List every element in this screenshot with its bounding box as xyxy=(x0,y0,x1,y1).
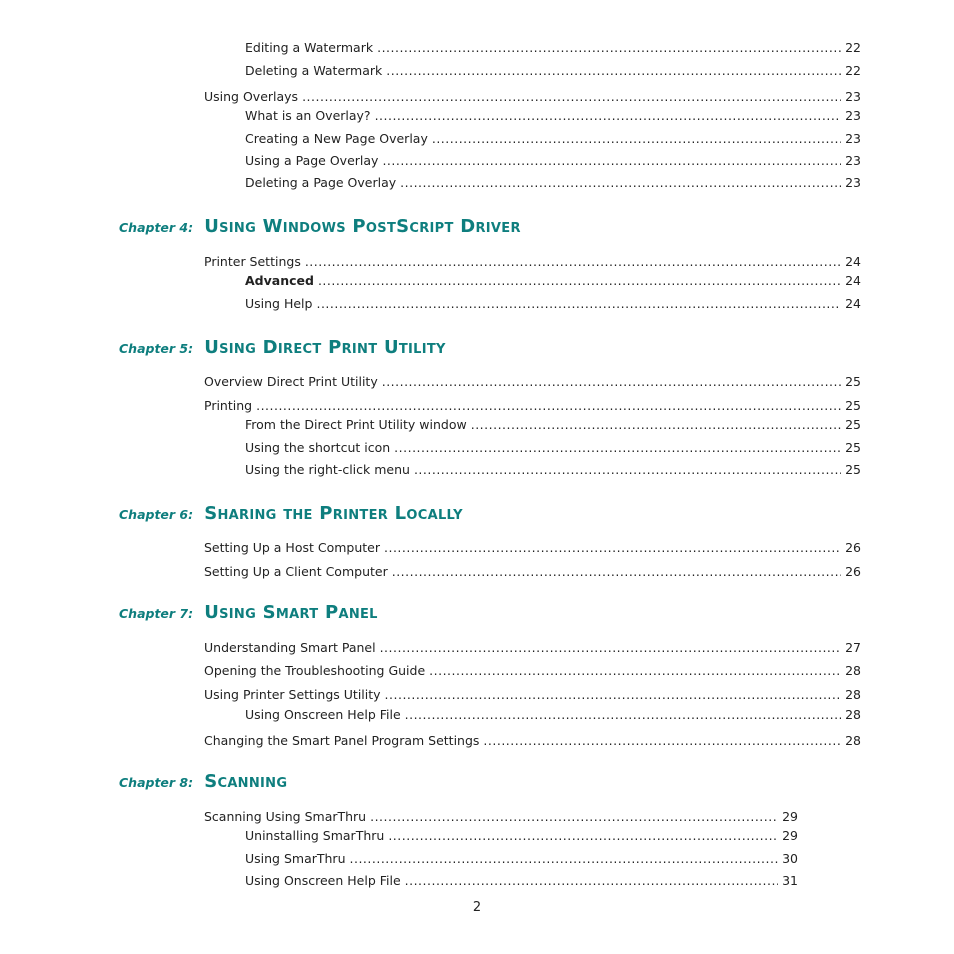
toc-entry-title: Advanced xyxy=(245,273,314,288)
chapter-label: Chapter 7: xyxy=(119,606,194,621)
chapter-title: Scanning xyxy=(204,771,288,792)
chapter-heading-6[interactable] xyxy=(119,502,463,526)
chapter-label: Chapter 8: xyxy=(119,775,194,790)
toc-entry-page: 28 xyxy=(845,733,861,748)
toc-entry-page: 25 xyxy=(845,398,861,413)
toc-entry-page: 28 xyxy=(845,663,861,678)
dot-leader xyxy=(400,174,841,192)
toc-entry-title: Deleting a Watermark xyxy=(245,63,383,78)
toc-entry-page: 30 xyxy=(782,851,798,866)
toc-entry-scanning-smarthru[interactable] xyxy=(204,808,798,826)
toc-entry-title: Uninstalling SmarThru xyxy=(245,828,385,843)
toc-entry-page: 23 xyxy=(845,131,861,146)
toc-entry-title: Using Onscreen Help File xyxy=(245,707,401,722)
toc-entry-title: Editing a Watermark xyxy=(245,40,374,55)
toc-entry-using-shortcut-icon[interactable] xyxy=(245,439,861,457)
toc-entry-page: 22 xyxy=(845,63,861,78)
toc-entry-title: Printer Settings xyxy=(204,254,301,269)
chapter-label: Chapter 4: xyxy=(119,220,194,235)
dot-leader xyxy=(385,686,842,704)
dot-leader xyxy=(405,872,778,890)
toc-entry-page: 23 xyxy=(845,108,861,123)
dot-leader xyxy=(375,107,842,125)
toc-entry-title: Using a Page Overlay xyxy=(245,153,379,168)
toc-entry-using-help[interactable] xyxy=(245,295,861,313)
toc-entry-page: 29 xyxy=(782,809,798,824)
toc-entry-setting-up-client[interactable] xyxy=(204,563,861,581)
dot-leader xyxy=(394,439,841,457)
toc-entry-understanding-smart-panel[interactable] xyxy=(204,639,861,657)
chapter-heading-4[interactable] xyxy=(119,215,521,239)
toc-entry-onscreen-help-file-scan[interactable] xyxy=(245,872,798,890)
toc-entry-page: 31 xyxy=(782,873,798,888)
toc-entry-title: Creating a New Page Overlay xyxy=(245,131,428,146)
dot-leader xyxy=(471,416,841,434)
toc-entry-page: 25 xyxy=(845,374,861,389)
toc-entry-using-right-click-menu[interactable] xyxy=(245,461,861,479)
toc-entry-opening-troubleshooting[interactable] xyxy=(204,662,861,680)
toc-entry-printer-settings[interactable] xyxy=(204,253,861,271)
toc-entry-page: 25 xyxy=(845,440,861,455)
toc-entry-page: 27 xyxy=(845,640,861,655)
dot-leader xyxy=(256,397,841,415)
toc-entry-title: Using Onscreen Help File xyxy=(245,873,401,888)
toc-entry-deleting-page-overlay[interactable] xyxy=(245,174,861,192)
toc-entry-creating-page-overlay[interactable] xyxy=(245,130,861,148)
toc-entry-uninstalling-smarthru[interactable] xyxy=(245,827,798,845)
toc-entry-page: 26 xyxy=(845,540,861,555)
toc-entry-title: Scanning Using SmarThru xyxy=(204,809,367,824)
toc-entry-title: What is an Overlay? xyxy=(245,108,371,123)
toc-entry-title: From the Direct Print Utility window xyxy=(245,417,467,432)
toc-entry-editing-watermark[interactable] xyxy=(245,39,861,57)
dot-leader xyxy=(382,152,841,170)
toc-entry-title: Using SmarThru xyxy=(245,851,346,866)
dot-leader xyxy=(305,253,841,271)
dot-leader xyxy=(483,732,841,750)
dot-leader xyxy=(302,88,841,106)
toc-entry-title: Using Help xyxy=(245,296,313,311)
chapter-heading-5[interactable] xyxy=(119,336,446,360)
chapter-label: Chapter 6: xyxy=(119,507,194,522)
chapter-heading-7[interactable] xyxy=(119,601,378,625)
toc-entry-title: Printing xyxy=(204,398,253,413)
toc-entry-advanced[interactable] xyxy=(245,272,861,290)
toc-entry-onscreen-help-file[interactable] xyxy=(245,706,861,724)
toc-entry-title: Understanding Smart Panel xyxy=(204,640,376,655)
toc-entry-title: Opening the Troubleshooting Guide xyxy=(204,663,426,678)
chapter-title: Using Smart Panel xyxy=(204,602,378,623)
dot-leader xyxy=(405,706,841,724)
toc-entry-title: Deleting a Page Overlay xyxy=(245,175,397,190)
toc-entry-page: 28 xyxy=(845,687,861,702)
chapter-label: Chapter 5: xyxy=(119,341,194,356)
page-number: 2 xyxy=(472,900,482,915)
toc-entry-title: Using the shortcut icon xyxy=(245,440,391,455)
toc-entry-title: Using the right-click menu xyxy=(245,462,410,477)
toc-entry-page: 23 xyxy=(845,175,861,190)
toc-entry-page: 25 xyxy=(845,462,861,477)
toc-entry-changing-smart-panel-settings[interactable] xyxy=(204,732,861,750)
dot-leader xyxy=(386,62,841,80)
toc-entry-setting-up-host[interactable] xyxy=(204,539,861,557)
dot-leader xyxy=(382,373,841,391)
toc-entry-what-is-overlay[interactable] xyxy=(245,107,861,125)
toc-entry-title: Setting Up a Host Computer xyxy=(204,540,380,555)
toc-entry-title: Setting Up a Client Computer xyxy=(204,564,388,579)
toc-entry-page: 29 xyxy=(782,828,798,843)
toc-entry-page: 25 xyxy=(845,417,861,432)
dot-leader xyxy=(388,827,778,845)
toc-entry-page: 28 xyxy=(845,707,861,722)
dot-leader xyxy=(432,130,841,148)
chapter-title: Using Direct Print Utility xyxy=(204,337,446,358)
dot-leader xyxy=(318,272,841,290)
toc-entry-title: Using Overlays xyxy=(204,89,299,104)
toc-entry-using-smarthru[interactable] xyxy=(245,850,798,868)
chapter-title: Sharing the Printer Locally xyxy=(204,503,463,524)
toc-entry-page: 24 xyxy=(845,254,861,269)
toc-entry-page: 23 xyxy=(845,89,861,104)
toc-entry-printing[interactable] xyxy=(204,397,861,415)
chapter-title: Using Windows PostScript Driver xyxy=(204,216,521,237)
toc-entry-page: 22 xyxy=(845,40,861,55)
toc-entry-from-direct-print-window[interactable] xyxy=(245,416,861,434)
toc-entry-page: 23 xyxy=(845,153,861,168)
toc-entry-title: Changing the Smart Panel Program Settings xyxy=(204,733,480,748)
dot-leader xyxy=(429,662,841,680)
dot-leader xyxy=(316,295,841,313)
dot-leader xyxy=(384,539,841,557)
toc-entry-printer-settings-utility[interactable] xyxy=(204,686,861,704)
toc-entry-title: Overview Direct Print Utility xyxy=(204,374,378,389)
dot-leader xyxy=(392,563,841,581)
toc-entry-page: 24 xyxy=(845,296,861,311)
toc-entry-using-page-overlay[interactable] xyxy=(245,152,861,170)
toc-entry-page: 24 xyxy=(845,273,861,288)
chapter-heading-8[interactable] xyxy=(119,770,287,794)
dot-leader xyxy=(370,808,778,826)
dot-leader xyxy=(380,639,842,657)
toc-entry-using-overlays[interactable] xyxy=(204,88,861,106)
dot-leader xyxy=(350,850,779,868)
toc-entry-deleting-watermark[interactable] xyxy=(245,62,861,80)
toc-entry-title: Using Printer Settings Utility xyxy=(204,687,381,702)
toc-entry-page: 26 xyxy=(845,564,861,579)
toc-entry-overview-direct-print[interactable] xyxy=(204,373,861,391)
dot-leader xyxy=(414,461,841,479)
dot-leader xyxy=(377,39,841,57)
